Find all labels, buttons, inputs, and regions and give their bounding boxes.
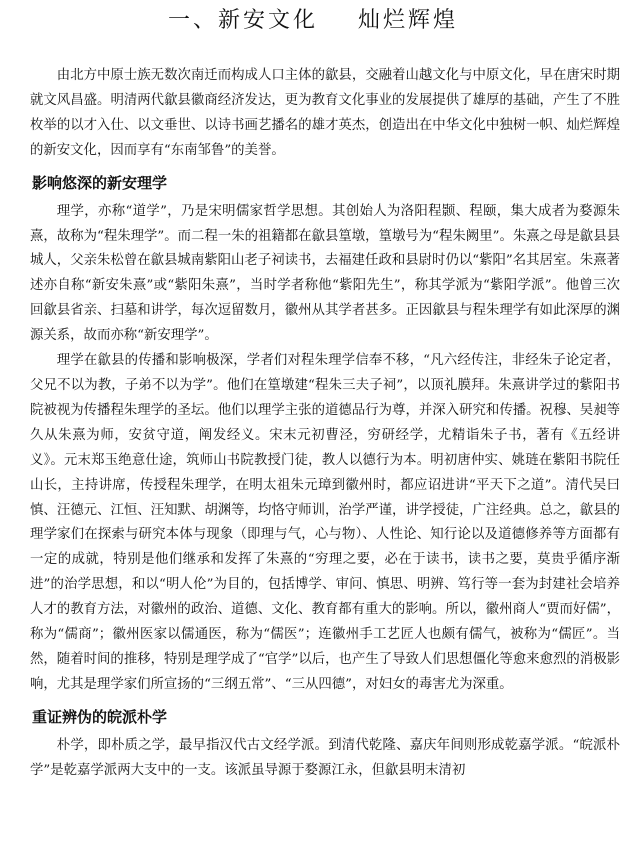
document-body: [30, 64, 620, 784]
section-heading-neo-confucianism: 影响悠深的新安理学: [32, 173, 168, 192]
section-1-paragraph-1: 理学，亦称“道学”，乃是宋明儒家哲学思想。其创始人为洛阳程颢、程颐，集大成者为婺源朱熹，故称为“程朱理学”。而二程一朱的祖籍都在歙县篁墩，篁墩号为“程朱阙里”。朱熹之母是歙县县城人，父亲朱松曾在歙县城南紫阳山老子祠读书，去福建任政和县尉时仍以“紫阳”名其居室。朱熹著述亦自称“新安朱熹”或“紫阳朱熹”，当时学者称他“紫阳先生”，称其学派为“紫阳学派”。他曾三次回歙县省亲、扫墓和讲学，每次逗留数月，徽州从其学者甚多。正因歙县与程朱理学有如此深厚的渊源关系，故而亦称“新安理学”。: [30, 203, 620, 344]
intro-paragraph: 由北方中原士族无数次南迁而构成人口主体的歙县，交融着山越文化与中原文化，早在唐宋时期就文风昌盛。明清两代歙县徽商经济发达，更为教育文化事业的发展提供了雄厚的基础，产生了不胜枚举的以才入仕、以文垂世、以诗书画艺播名的雄才英杰，创造出在中华文化中独树一帜、灿烂辉煌的新安文化，因而享有“东南邹鲁”的美誉。: [30, 68, 620, 158]
page-title: 一、新安文化 灿烂辉煌: [168, 8, 458, 33]
section-heading-textual-school: 重证辨伪的皖派朴学: [32, 707, 168, 726]
section-2-paragraph-1: 朴学，即朴质之学，最早指汉代古文经学派。到清代乾隆、嘉庆年间则形成乾嘉学派。“皖派朴学”是乾嘉学派两大支中的一支。该派虽导源于婺源江永，但歙县明末清初: [30, 737, 620, 778]
section-1-paragraph-2: 理学在歙县的传播和影响极深，学者们对程朱理学信奉不移，“凡六经传注，非经朱子论定者，父兄不以为教，子弟不以为学”。他们在篁墩建“程朱三夫子祠”，以顶礼膜拜。朱熹讲学过的紫阳书院被视为传播程朱理学的圣坛。他们以理学主张的道德品行为尊，并深入研究和传播。祝穆、吴昶等久从朱熹为师，安贫守道，阐发经义。宋末元初曹泾，穷研经学，尤精诣朱子书，著有《五经讲义》。元末郑玉绝意仕途，筑师山书院教授门徒，教人以德行为本。明初唐仲实、姚琏在紫阳书院任山长，主持讲席，传授程朱理学，在明太祖朱元璋到徽州时，都应诏进讲“平天下之道”。清代吴曰慎、汪德元、江恒、汪知默、胡渊等，均恪守师训，治学严谨，讲学授徒，广注经典。总之，歙县的理学家们在探索与研究本体与现象（即理与气，心与物）、人性论、知行论以及道德修养等方面都有一定的成就，特别是他们继承和发挥了朱熹的“穷理之要，必在于读书，读书之要，莫贵乎循序渐进”的治学思想，和以“明人伦”为目的，包括博学、审问、慎思、明辨、笃行等一套为封建社会培养人才的教育方法，对徽州的政治、道德、文化、教育都有重大的影响。所以，徽州商人“贾而好儒”，称为“儒商”；徽州医家以儒通医，称为“儒医”；连徽州手工艺匠人也颇有儒气，被称为“儒匠”。当然，随着时间的推移，特别是理学成了“官学”以后，也产生了导致人们思想僵化等愈来愈烈的消极影响，尤其是理学家们所宣扬的“三纲五常”、“三从四德”，对妇女的毒害尤为深重。: [30, 353, 620, 692]
